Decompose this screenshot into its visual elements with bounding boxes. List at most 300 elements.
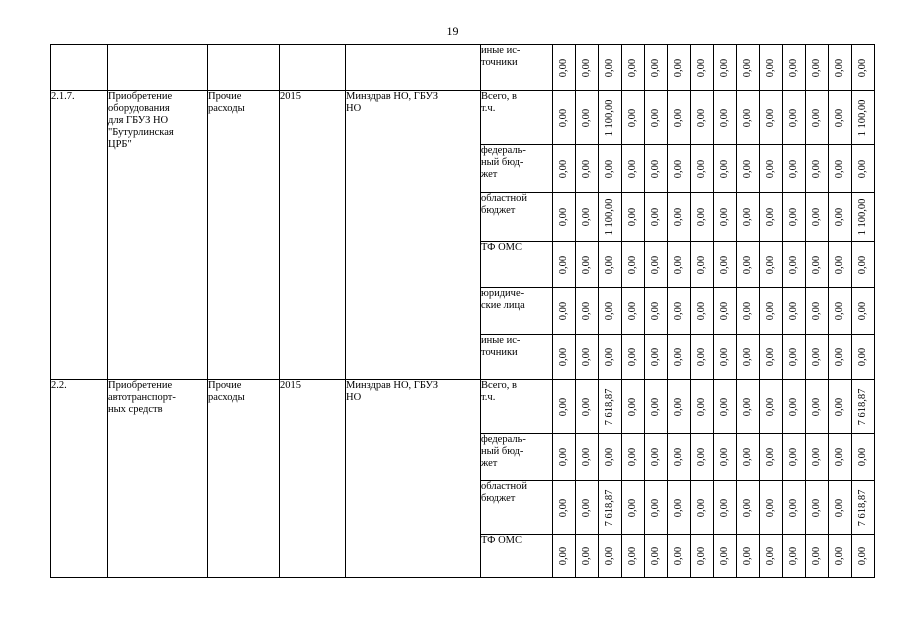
value-cell (714, 434, 737, 481)
value-cell (737, 535, 760, 578)
value-cell (622, 535, 645, 578)
value-text: 0,00 (788, 159, 799, 178)
value-text: 0,00 (765, 159, 776, 178)
value-text: 0,00 (558, 447, 569, 467)
value-cell (714, 288, 737, 335)
value-cell (714, 481, 737, 535)
value-text: 0,00 (765, 58, 776, 77)
value-cell (599, 535, 622, 578)
value-cell (714, 380, 737, 434)
value-cell (691, 242, 714, 288)
value-text: 0,00 (627, 347, 638, 367)
value-text: 0,00 (627, 447, 638, 467)
empty-cell (346, 45, 481, 91)
value-text: 0,00 (673, 255, 684, 274)
value-cell (714, 91, 737, 145)
value-cell (806, 145, 829, 193)
value-cell (599, 242, 622, 288)
value-text: 0,00 (650, 207, 661, 227)
value-cell (576, 91, 599, 145)
value-text: 0,00 (742, 58, 753, 77)
value-cell (714, 193, 737, 242)
value-cell (783, 380, 806, 434)
value-cell (760, 380, 783, 434)
value-cell (691, 45, 714, 91)
value-cell (714, 45, 737, 91)
value-cell (737, 288, 760, 335)
value-text: 0,00 (558, 347, 569, 367)
value-text: 0,00 (742, 108, 753, 127)
value-text: 0,00 (558, 58, 569, 77)
value-text: 0,00 (673, 108, 684, 127)
value-cell (829, 193, 852, 242)
value-text: 0,00 (857, 255, 868, 274)
value-cell (714, 242, 737, 288)
item-executor: Минздрав НО, ГБУЗ НО (346, 380, 481, 578)
value-cell (806, 91, 829, 145)
source-cell: Всего, в т.ч. (481, 380, 553, 434)
value-text: 0,00 (719, 255, 730, 274)
value-text: 0,00 (834, 347, 845, 367)
value-text: 0,00 (696, 255, 707, 274)
value-text: 0,00 (811, 498, 822, 517)
value-text: 0,00 (765, 347, 776, 367)
source-cell: Всего, в т.ч. (481, 91, 553, 145)
value-cell (852, 434, 875, 481)
value-text: 0,00 (811, 159, 822, 178)
value-text: 0,00 (742, 397, 753, 416)
value-text: 1 100,00 (857, 198, 868, 236)
table-row (51, 91, 875, 145)
value-cell (599, 193, 622, 242)
value-text: 0,00 (811, 447, 822, 467)
value-text: 0,00 (719, 207, 730, 227)
value-text: 0,00 (719, 58, 730, 77)
value-cell (691, 193, 714, 242)
value-cell (852, 335, 875, 380)
value-cell (553, 481, 576, 535)
value-text: 0,00 (788, 255, 799, 274)
value-text: 0,00 (650, 498, 661, 517)
value-cell (829, 380, 852, 434)
value-text: 0,00 (834, 207, 845, 227)
empty-cell (108, 45, 208, 91)
value-cell (645, 335, 668, 380)
value-cell (737, 45, 760, 91)
value-cell (576, 288, 599, 335)
source-cell: иные ис- точники (481, 335, 553, 380)
value-text: 0,00 (834, 498, 845, 517)
value-text: 0,00 (673, 347, 684, 367)
value-text: 0,00 (834, 397, 845, 416)
value-cell (576, 335, 599, 380)
value-cell (829, 335, 852, 380)
value-cell (576, 45, 599, 91)
value-text: 0,00 (558, 498, 569, 517)
value-text: 0,00 (627, 159, 638, 178)
value-text: 0,00 (719, 397, 730, 416)
value-text: 7 618,87 (857, 388, 868, 425)
value-text: 0,00 (650, 58, 661, 77)
value-text: 0,00 (719, 301, 730, 321)
value-cell (760, 335, 783, 380)
value-cell (668, 193, 691, 242)
value-text: 0,00 (811, 546, 822, 566)
value-cell (622, 242, 645, 288)
empty-cell (208, 45, 280, 91)
value-cell (576, 481, 599, 535)
value-text: 0,00 (581, 159, 592, 178)
value-text: 0,00 (650, 255, 661, 274)
value-text: 0,00 (719, 498, 730, 517)
value-text: 0,00 (558, 255, 569, 274)
value-text: 0,00 (650, 159, 661, 178)
value-text: 0,00 (650, 397, 661, 416)
value-text: 0,00 (581, 397, 592, 416)
value-text: 0,00 (558, 108, 569, 127)
source-cell: ТФ ОМС (481, 535, 553, 578)
value-cell (714, 145, 737, 193)
value-cell (553, 193, 576, 242)
value-cell (806, 335, 829, 380)
value-cell (691, 91, 714, 145)
value-cell (852, 535, 875, 578)
value-text: 0,00 (834, 546, 845, 566)
value-text: 0,00 (673, 397, 684, 416)
value-cell (829, 45, 852, 91)
value-text: 0,00 (857, 159, 868, 178)
value-cell (852, 288, 875, 335)
value-text: 0,00 (811, 58, 822, 77)
value-cell (645, 91, 668, 145)
value-cell (553, 535, 576, 578)
value-text: 0,00 (650, 301, 661, 321)
value-cell (622, 193, 645, 242)
value-cell (783, 242, 806, 288)
value-cell (829, 481, 852, 535)
source-cell: ТФ ОМС (481, 242, 553, 288)
value-text: 0,00 (581, 447, 592, 467)
value-cell (691, 535, 714, 578)
value-cell (691, 434, 714, 481)
value-text: 0,00 (558, 546, 569, 566)
value-text: 0,00 (673, 159, 684, 178)
value-text: 0,00 (581, 108, 592, 127)
value-text: 0,00 (558, 301, 569, 321)
value-text: 0,00 (627, 301, 638, 321)
value-text: 0,00 (719, 159, 730, 178)
value-cell (737, 145, 760, 193)
value-cell (737, 242, 760, 288)
value-cell (553, 335, 576, 380)
value-text: 0,00 (581, 498, 592, 517)
value-cell (829, 91, 852, 145)
value-text: 0,00 (604, 546, 615, 566)
item-name: Приобретение автотранспорт- ных средств (108, 380, 208, 578)
value-text: 0,00 (581, 301, 592, 321)
value-text: 0,00 (696, 301, 707, 321)
page-number: 19 (446, 24, 459, 38)
value-cell (852, 242, 875, 288)
value-text: 0,00 (696, 347, 707, 367)
empty-cell (280, 45, 346, 91)
value-text: 0,00 (765, 546, 776, 566)
value-text: 0,00 (696, 108, 707, 127)
value-text: 0,00 (811, 207, 822, 227)
value-text: 0,00 (788, 546, 799, 566)
value-text: 0,00 (765, 108, 776, 127)
item-number: 2.1.7. (51, 91, 108, 380)
value-cell (668, 335, 691, 380)
value-cell (645, 535, 668, 578)
item-year: 2015 (280, 380, 346, 578)
value-text: 0,00 (834, 108, 845, 127)
value-cell (622, 45, 645, 91)
value-cell (829, 242, 852, 288)
value-cell (829, 535, 852, 578)
value-text: 0,00 (857, 447, 868, 467)
value-text: 0,00 (673, 498, 684, 517)
value-cell (691, 380, 714, 434)
value-cell (599, 145, 622, 193)
value-text: 0,00 (834, 255, 845, 274)
value-cell (760, 288, 783, 335)
value-text: 0,00 (696, 207, 707, 227)
value-cell (645, 434, 668, 481)
value-cell (622, 481, 645, 535)
value-text: 0,00 (650, 108, 661, 127)
value-cell (622, 434, 645, 481)
value-text: 0,00 (811, 255, 822, 274)
value-cell (576, 535, 599, 578)
value-text: 7 618,87 (604, 489, 615, 526)
value-text: 0,00 (742, 255, 753, 274)
item-year: 2015 (280, 91, 346, 380)
value-cell (852, 45, 875, 91)
source-cell: федераль- ный бюд- жет (481, 145, 553, 193)
expense-type: Прочие расходы (208, 380, 280, 578)
value-text: 0,00 (581, 207, 592, 227)
value-cell (737, 91, 760, 145)
value-text: 0,00 (719, 546, 730, 566)
value-text: 0,00 (558, 159, 569, 178)
value-cell (760, 535, 783, 578)
value-text: 0,00 (857, 301, 868, 321)
value-text: 0,00 (788, 347, 799, 367)
value-cell (645, 193, 668, 242)
value-cell (806, 380, 829, 434)
value-cell (806, 535, 829, 578)
value-text: 0,00 (788, 301, 799, 321)
value-text: 0,00 (857, 58, 868, 77)
value-cell (852, 481, 875, 535)
value-text: 0,00 (788, 397, 799, 416)
value-cell (576, 434, 599, 481)
value-cell (691, 288, 714, 335)
value-text: 0,00 (696, 397, 707, 416)
value-text: 0,00 (627, 397, 638, 416)
value-cell (714, 335, 737, 380)
value-text: 0,00 (696, 159, 707, 178)
value-cell (737, 380, 760, 434)
value-cell (806, 193, 829, 242)
value-text: 0,00 (765, 447, 776, 467)
value-text: 0,00 (765, 498, 776, 517)
value-cell (806, 434, 829, 481)
value-text: 0,00 (834, 58, 845, 77)
funding-table (50, 44, 875, 578)
value-cell (599, 335, 622, 380)
value-cell (691, 481, 714, 535)
value-text: 0,00 (742, 546, 753, 566)
value-cell (806, 481, 829, 535)
value-cell (760, 193, 783, 242)
value-cell (783, 145, 806, 193)
value-text: 0,00 (811, 347, 822, 367)
value-cell (599, 434, 622, 481)
value-cell (760, 91, 783, 145)
value-cell (829, 288, 852, 335)
value-cell (852, 193, 875, 242)
value-text: 0,00 (788, 207, 799, 227)
value-text: 0,00 (696, 498, 707, 517)
item-executor: Минздрав НО, ГБУЗ НО (346, 91, 481, 380)
value-text: 0,00 (834, 447, 845, 467)
value-text: 0,00 (558, 207, 569, 227)
value-cell (599, 380, 622, 434)
value-text: 0,00 (650, 546, 661, 566)
value-text: 0,00 (627, 498, 638, 517)
value-cell (737, 193, 760, 242)
value-text: 1 100,00 (857, 99, 868, 136)
value-cell (760, 145, 783, 193)
value-text: 0,00 (627, 207, 638, 227)
value-text: 7 618,87 (604, 388, 615, 425)
value-text: 0,00 (650, 347, 661, 367)
value-text: 0,00 (811, 108, 822, 127)
value-text: 0,00 (627, 255, 638, 274)
value-cell (783, 91, 806, 145)
value-cell (714, 535, 737, 578)
value-text: 7 618,87 (857, 489, 868, 526)
value-cell (576, 380, 599, 434)
value-cell (852, 380, 875, 434)
value-text: 0,00 (834, 159, 845, 178)
value-cell (691, 335, 714, 380)
value-text: 0,00 (719, 447, 730, 467)
value-cell (760, 434, 783, 481)
value-cell (806, 45, 829, 91)
value-cell (553, 242, 576, 288)
value-text: 0,00 (673, 447, 684, 467)
value-cell (852, 145, 875, 193)
value-cell (783, 45, 806, 91)
value-cell (668, 434, 691, 481)
value-cell (645, 145, 668, 193)
value-cell (760, 242, 783, 288)
value-cell (783, 335, 806, 380)
value-cell (599, 481, 622, 535)
value-text: 0,00 (765, 207, 776, 227)
value-cell (668, 242, 691, 288)
value-cell (645, 481, 668, 535)
value-text: 0,00 (673, 58, 684, 77)
value-text: 0,00 (696, 447, 707, 467)
value-text: 0,00 (857, 546, 868, 566)
value-text: 1 100,00 (604, 198, 615, 236)
value-text: 0,00 (696, 58, 707, 77)
value-cell (599, 45, 622, 91)
value-text: 0,00 (834, 301, 845, 321)
value-text: 0,00 (581, 58, 592, 77)
value-cell (622, 91, 645, 145)
value-text: 0,00 (857, 347, 868, 367)
value-cell (622, 380, 645, 434)
value-text: 0,00 (788, 108, 799, 127)
value-text: 0,00 (719, 347, 730, 367)
table-row (51, 45, 875, 91)
value-text: 0,00 (581, 546, 592, 566)
value-cell (737, 481, 760, 535)
value-text: 0,00 (696, 546, 707, 566)
item-name: Приобретение оборудования для ГБУЗ НО "Бутурлинская ЦРБ" (108, 91, 208, 380)
value-cell (806, 288, 829, 335)
value-text: 0,00 (604, 447, 615, 467)
value-text: 0,00 (604, 301, 615, 321)
value-text: 0,00 (673, 546, 684, 566)
empty-cell (51, 45, 108, 91)
value-text: 0,00 (604, 58, 615, 77)
value-text: 0,00 (604, 159, 615, 178)
value-cell (668, 481, 691, 535)
value-text: 0,00 (742, 347, 753, 367)
value-cell (783, 535, 806, 578)
value-cell (576, 145, 599, 193)
value-cell (668, 380, 691, 434)
value-text: 0,00 (581, 347, 592, 367)
item-number: 2.2. (51, 380, 108, 578)
value-text: 0,00 (765, 301, 776, 321)
value-cell (553, 434, 576, 481)
value-text: 0,00 (604, 255, 615, 274)
value-text: 0,00 (742, 207, 753, 227)
value-cell (783, 434, 806, 481)
value-text: 0,00 (673, 207, 684, 227)
value-text: 0,00 (742, 159, 753, 178)
value-cell (553, 380, 576, 434)
value-cell (668, 45, 691, 91)
value-text: 0,00 (742, 498, 753, 517)
value-cell (783, 193, 806, 242)
value-cell (668, 145, 691, 193)
value-text: 0,00 (742, 301, 753, 321)
value-cell (645, 380, 668, 434)
value-text: 1 100,00 (604, 99, 615, 136)
value-text: 0,00 (604, 347, 615, 367)
value-cell (622, 288, 645, 335)
value-cell (622, 335, 645, 380)
source-cell: областной бюджет (481, 481, 553, 535)
value-cell (829, 434, 852, 481)
value-text: 0,00 (719, 108, 730, 127)
value-cell (553, 288, 576, 335)
value-cell (576, 193, 599, 242)
value-text: 0,00 (788, 447, 799, 467)
value-text: 0,00 (788, 498, 799, 517)
value-cell (668, 91, 691, 145)
source-cell: юридиче- ские лица (481, 288, 553, 335)
value-text: 0,00 (742, 447, 753, 467)
